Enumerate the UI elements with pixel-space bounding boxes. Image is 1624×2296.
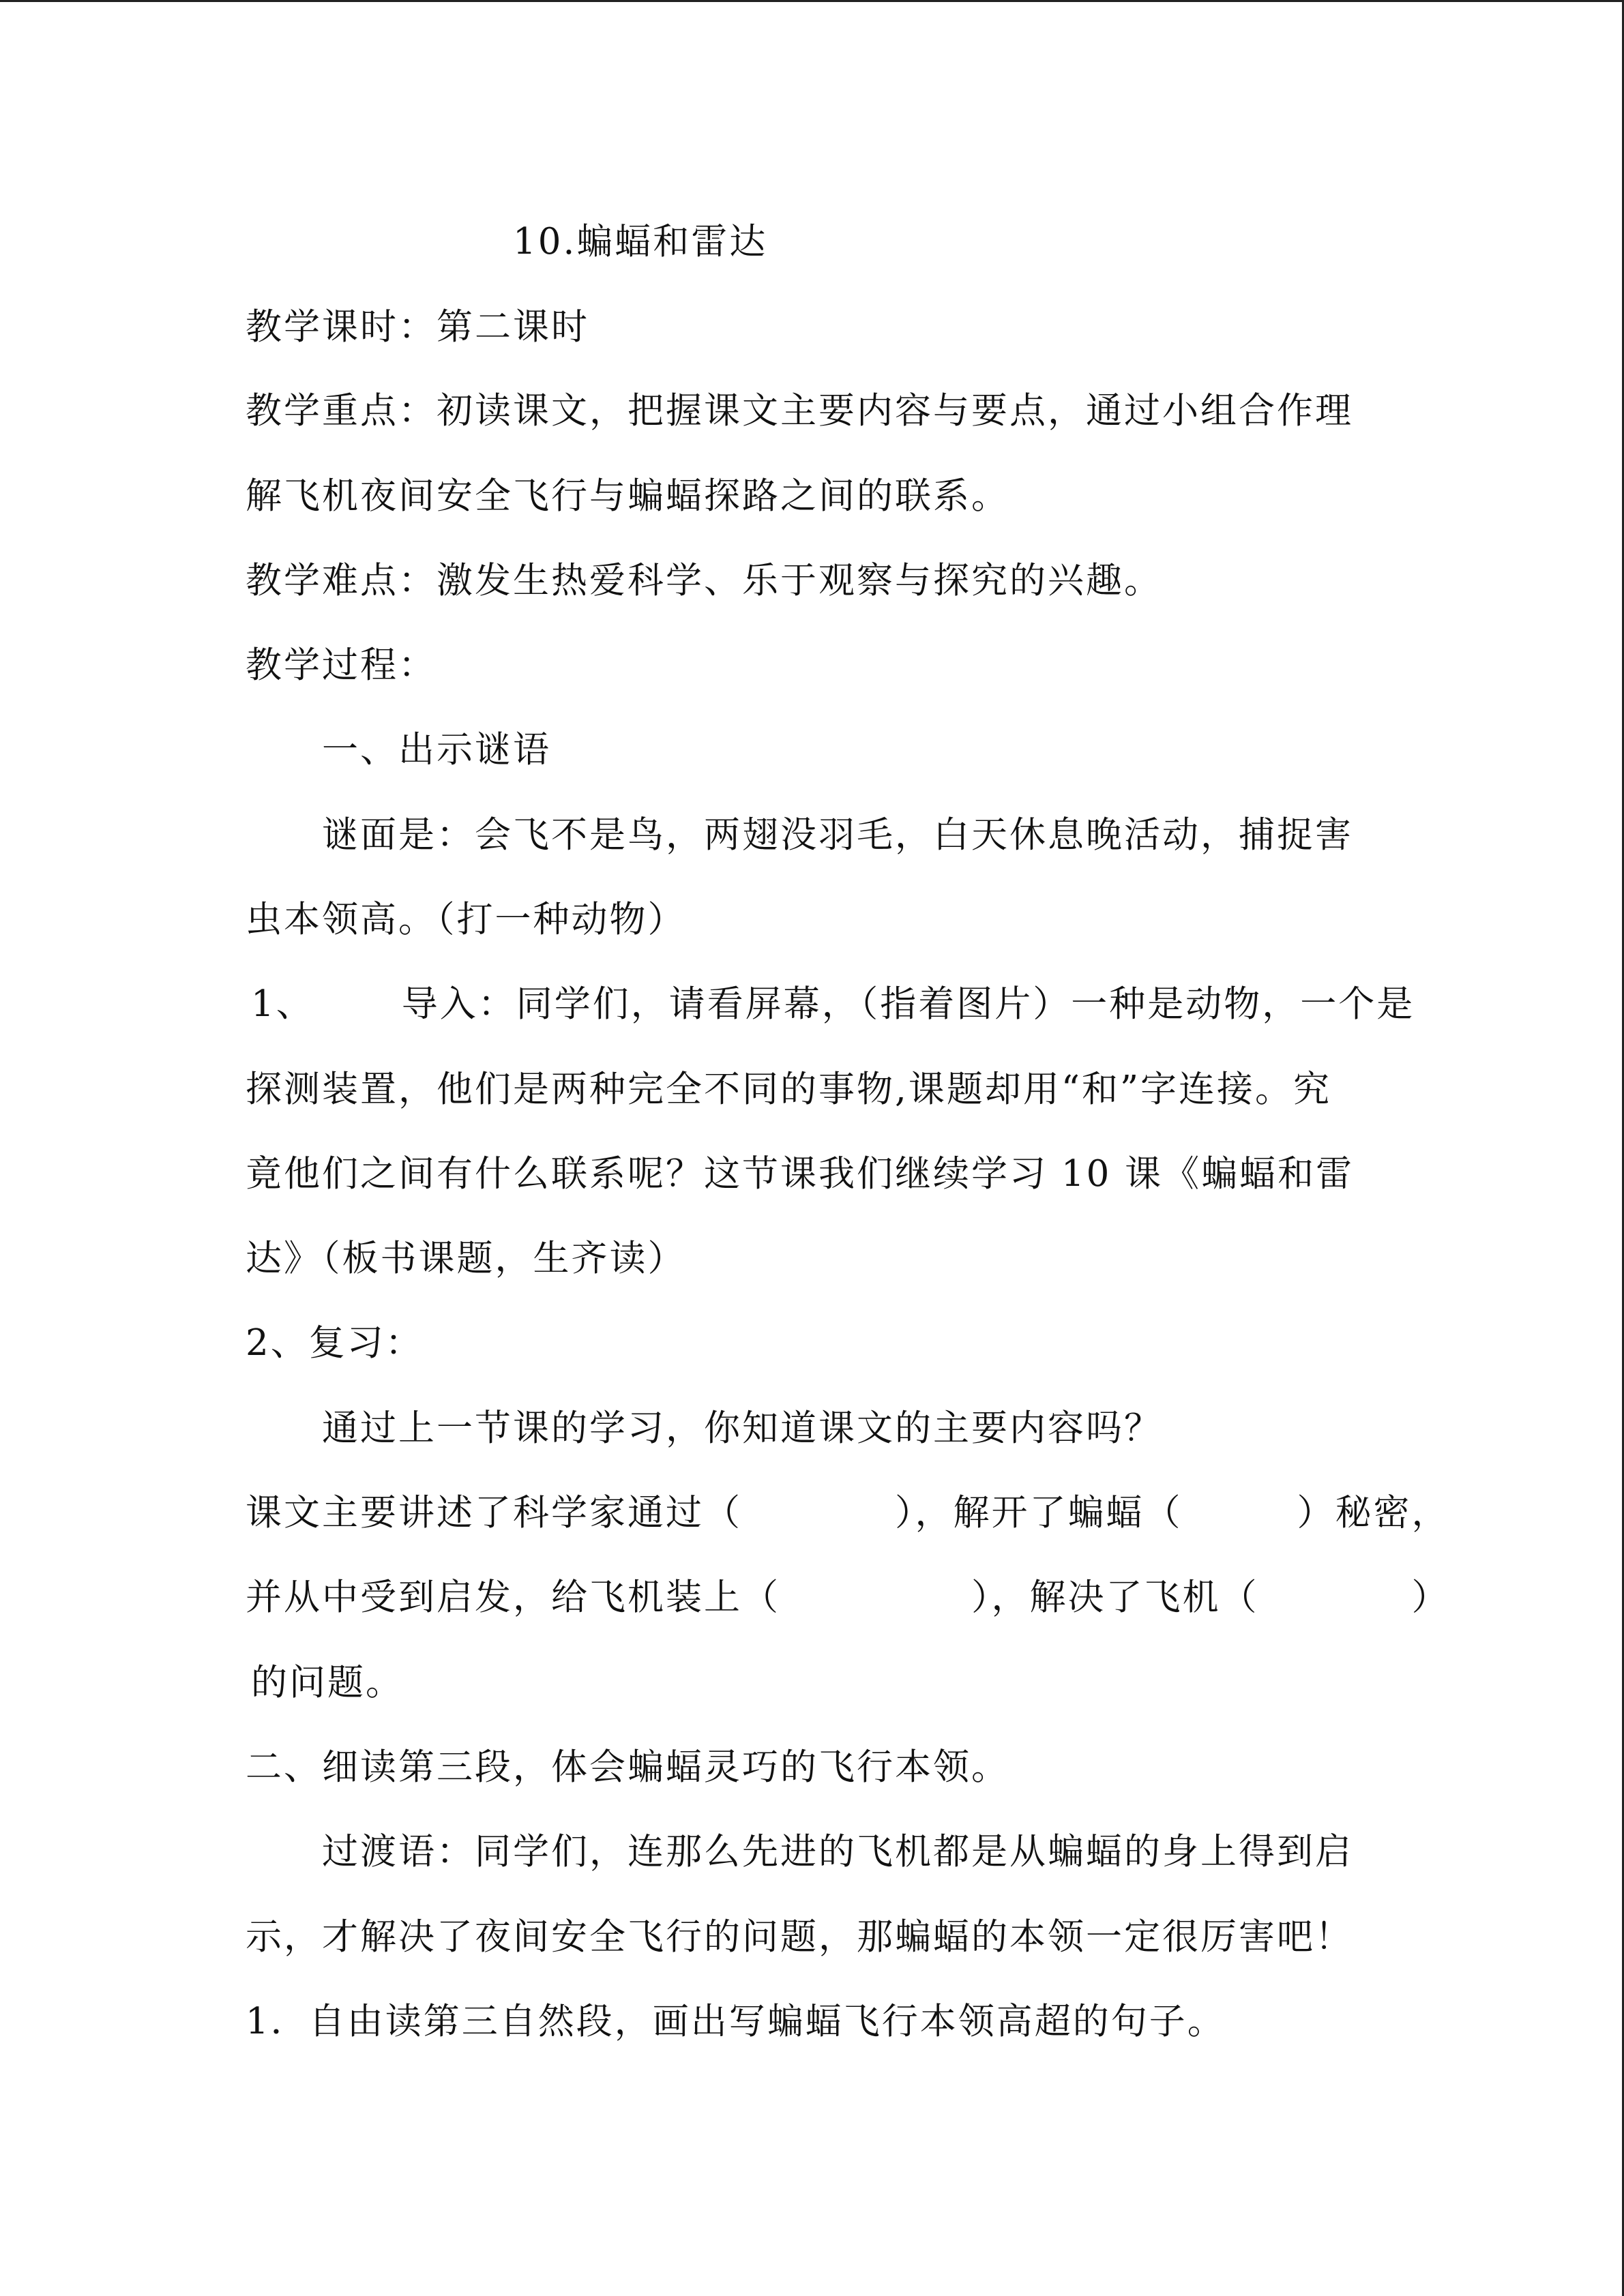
transition-line-2: 示，才解决了夜间安全飞行的问题，那蝙蝠的本领一定很厉害吧！ bbox=[246, 1916, 1353, 1958]
fill-blank-line-1: 课文主要讲述了科学家通过（ ），解开了蝙蝠（ ）秘密， bbox=[246, 1492, 1450, 1534]
intro-text: 导入：同学们，请看屏幕，（指着图片）一种是动物，一个是 bbox=[401, 983, 1415, 1025]
review-heading: 2、复习： bbox=[246, 1322, 424, 1364]
difficulty-line: 教学难点：激发生热爱科学、乐于观察与探究的兴趣。 bbox=[246, 560, 1162, 601]
lesson-title: 10.蝙蝠和雷达 bbox=[513, 221, 768, 263]
process-heading: 教学过程： bbox=[246, 644, 437, 686]
riddle-line-1: 谜面是：会飞不是鸟，两翅没羽毛，白天休息晚活动，捕捉害 bbox=[322, 814, 1353, 856]
section-two-heading: 二、细读第三段，体会蝙蝠灵巧的飞行本领。 bbox=[246, 1746, 1009, 1788]
review-question: 通过上一节课的学习，你知道课文的主要内容吗？ bbox=[322, 1407, 1162, 1449]
intro-line-4: 达》（板书课题，生齐读） bbox=[246, 1238, 686, 1279]
intro-line-2: 探测装置，他们是两种完全不同的事物,课题却用“和”字连接。究 bbox=[246, 1069, 1332, 1110]
step-number: 1、 bbox=[251, 983, 314, 1025]
key-points-line-2: 解飞机夜间安全飞行与蝙蝠探路之间的联系。 bbox=[246, 475, 1009, 517]
section-one-heading: 一、出示谜语 bbox=[322, 729, 551, 771]
key-points-line-1: 教学重点：初读课文，把握课文主要内容与要点，通过小组合作理 bbox=[246, 390, 1353, 432]
riddle-line-2: 虫本领高。（打一种动物） bbox=[246, 899, 686, 940]
intro-line-1 bbox=[251, 981, 1415, 1028]
transition-line-1: 过渡语：同学们，连那么先进的飞机都是从蝙蝠的身上得到启 bbox=[322, 1831, 1353, 1873]
task-one-line: 1．自由读第三自然段，画出写蝙蝠飞行本领高超的句子。 bbox=[246, 2001, 1226, 2042]
intro-line-3: 竟他们之间有什么联系呢？这节课我们继续学习 10 课《蝙蝠和雷 bbox=[246, 1153, 1355, 1195]
fill-blank-line-2: 并从中受到启发，给飞机装上（ ），解决了飞机（ ） bbox=[246, 1577, 1450, 1618]
class-period-line: 教学课时：第二课时 bbox=[246, 306, 589, 348]
fill-blank-line-3: 的问题。 bbox=[251, 1662, 404, 1703]
